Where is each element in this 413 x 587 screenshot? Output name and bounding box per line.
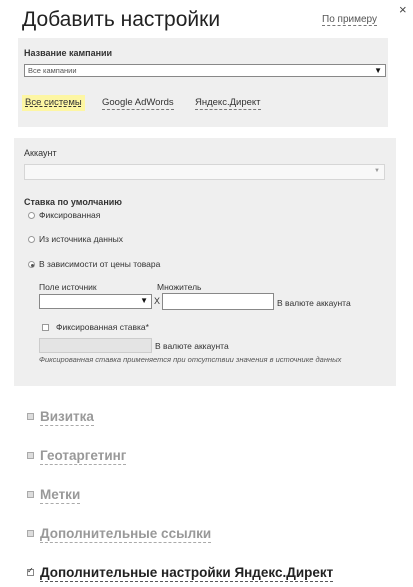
- radio-by-price[interactable]: [28, 261, 35, 268]
- default-bid-label: Ставка по умолчанию: [24, 197, 122, 207]
- dialog-title: Добавить настройки: [22, 8, 221, 31]
- section-checkbox[interactable]: [27, 452, 34, 459]
- source-field-select[interactable]: [39, 294, 152, 309]
- radio-fixed-label: Фиксированная: [39, 210, 101, 220]
- dropdown-arrow-icon: ▼: [374, 66, 382, 75]
- fixed-bid-note: Фиксированная ставка применяется при отсутствии значения в источнике данных: [39, 355, 342, 364]
- section-label[interactable]: Дополнительные настройки Яндекс.Директ: [40, 565, 334, 580]
- close-icon[interactable]: ×: [399, 2, 407, 17]
- fixed-bid-checkbox[interactable]: [42, 324, 49, 331]
- by-example-link[interactable]: По примеру: [322, 14, 377, 25]
- section-checkbox[interactable]: [27, 569, 34, 576]
- source-field-label: Поле источник: [39, 282, 97, 292]
- dropdown-arrow-icon: ▼: [140, 296, 148, 305]
- tab-yandex-direct[interactable]: Яндекс.Директ: [195, 97, 261, 108]
- multiply-sign: X: [154, 296, 161, 306]
- multiplier-currency: В валюте аккаунта: [277, 298, 351, 308]
- section-label[interactable]: Метки: [40, 487, 81, 502]
- radio-fixed[interactable]: [28, 212, 35, 219]
- fixed-bid-currency: В валюте аккаунта: [155, 341, 229, 351]
- campaign-label: Название кампании: [24, 48, 113, 58]
- dialog-header: [22, 4, 382, 36]
- multiplier-input[interactable]: [162, 293, 274, 310]
- radio-by-price-label: В зависимости от цены товара: [39, 259, 161, 269]
- tab-google-adwords[interactable]: Google AdWords: [102, 97, 174, 108]
- dropdown-arrow-icon: ▼: [374, 168, 380, 174]
- account-label: Аккаунт: [24, 148, 57, 158]
- radio-from-source[interactable]: [28, 236, 35, 243]
- radio-from-source-label: Из источника данных: [39, 234, 124, 244]
- tab-all-systems[interactable]: Все системы: [22, 95, 85, 111]
- account-select[interactable]: [24, 164, 385, 180]
- section-checkbox[interactable]: [27, 491, 34, 498]
- multiplier-label: Множитель: [157, 282, 202, 292]
- section-checkbox[interactable]: [27, 413, 34, 420]
- section-checkbox[interactable]: [27, 530, 34, 537]
- campaign-select[interactable]: [24, 64, 386, 77]
- fixed-bid-input[interactable]: [39, 338, 152, 353]
- section-label[interactable]: Геотаргетинг: [40, 448, 127, 463]
- section-label[interactable]: Визитка: [40, 409, 94, 424]
- fixed-bid-label: Фиксированная ставка*: [56, 322, 149, 332]
- section-label[interactable]: Дополнительные ссылки: [40, 526, 212, 541]
- campaign-select-value: Все кампании: [28, 66, 77, 75]
